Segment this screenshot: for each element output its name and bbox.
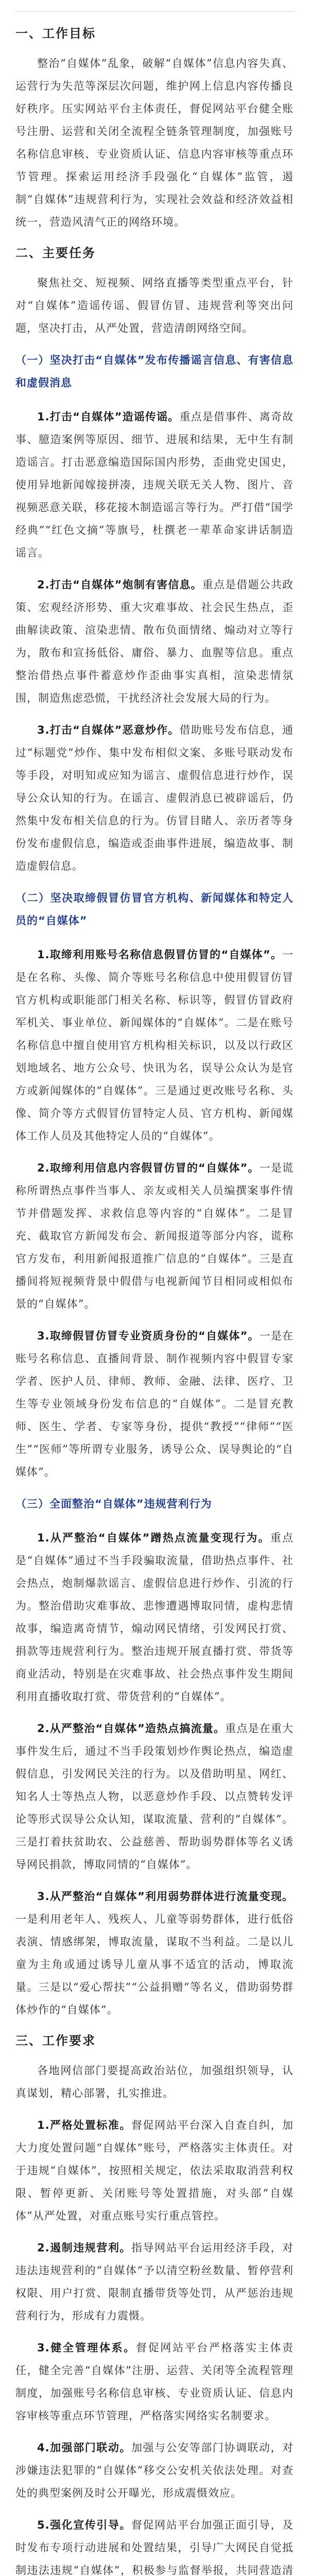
paragraph-text: 指导网站平台运用经济手段，对违法违规营利的“自媒体”予以清空粉丝数量、暂停营利权限、用户打赏、限制直播带货等处罚，从严惩治违规营利行为，形成有力震慑。 bbox=[15, 2242, 294, 2322]
paragraph bbox=[15, 2236, 294, 2327]
subsection-heading: （三）全面整治“自媒体”违规营利行为 bbox=[15, 1498, 212, 1510]
paragraph-text: 一是在账号名称信息、直播间背景、制作视频内容中假冒专家学者、医护人员、律师、教师、金融、法律、医疗、卫生等专业领域身份发布信息的“自媒体”。二是冒充教师、医生、学者、专家等身份，提供“教授”“律师”“医生”“医师”等所谓专业服务，诱导公众、误导舆论的“自媒体”。 bbox=[15, 1330, 294, 1478]
paragraph bbox=[15, 405, 294, 564]
paragraph bbox=[15, 2436, 294, 2504]
paragraph bbox=[15, 1717, 294, 1876]
paragraph-text: 重点是借事件、离奇故事、臆造案例等原因、细节、进展和结果，无中生有制造谣言。打击恶意编造国际国内形势，歪曲党史国史，使用异地新闻嫁接拼凑，违规关联无关人物、图片、音视频恶意关联，移花接木制造谣言等行为。严打借“国学经典”“红色文摘”等旗号，杜撰老一辈革命家讲话制造谣言。 bbox=[15, 411, 294, 559]
paragraph bbox=[15, 2514, 294, 2576]
paragraph-lead: 2.从严整治“自媒体”造热点搞流量。 bbox=[37, 1722, 226, 1735]
paragraph bbox=[15, 943, 294, 1147]
paragraph bbox=[15, 1325, 294, 1483]
paragraph-lead: 1.打击“自媒体”造谣传谣。 bbox=[37, 411, 180, 423]
paragraph bbox=[15, 2059, 294, 2105]
section-heading: 一、工作目标 bbox=[15, 26, 96, 41]
paragraph bbox=[15, 2336, 294, 2427]
paragraph-text: 一是利用老年人、残疾人、儿童等弱势群体，进行低俗表演、情感绑架，博取流量，谋取不当利益。二是以儿童为主角或通过诱导儿童从事不适宜的活动，博取流量。三是以“爱心帮扶”“公益捐赠”等名义，借助弱势群体炒作的“自媒体”。 bbox=[15, 1913, 294, 2016]
subsection-heading: （二）坚决取缔假冒仿冒官方机构、新闻媒体和特定人员的“自媒体” bbox=[15, 892, 294, 927]
paragraph bbox=[15, 272, 294, 340]
paragraph bbox=[15, 573, 294, 709]
paragraph-lead: 4.加强部门联动。 bbox=[37, 2442, 131, 2454]
paragraph-text: 整治“自媒体”乱象，破解“自媒体”信息内容失真、运营行为失范等深层次问题，维护网上信息内容传播良好秩序。压实网站平台主体责任，督促网站平台健全账号注册、运营和关闭全流程全链条管理制度，加强账号名称信息审核、专业资质认证、信息内容审核等重点环节管理。探索运用经济手段强化“自媒体”监管，遏制“自媒体”违规营利行为，实现社会效益和经济效益相统一，营造风清气正的网络环境。 bbox=[15, 57, 294, 228]
paragraph-text: 一是谎称所谓热点事件当事人、亲友或相关人员编撰案事件情节并借题发挥、求救信息等内容的“自媒体”。二是冒充、截取官方新闻发布会、新闻报道等部分内容，谎称官方发布，利用新闻报道推广信息的“自媒体”。三是直播间将短视频背景中假借与电视新闻节目相同或相似布景的“自媒体”。 bbox=[15, 1162, 294, 1310]
paragraph-lead: 3.健全管理体系。 bbox=[37, 2342, 136, 2354]
paragraph-text: 督促网站平台加强正面引导，及时发布专项行动进展和处置结果，引导广大网民自觉抵制违法违规“自媒体”，积极参与监督举报，共同营造清 bbox=[15, 2519, 294, 2576]
paragraph-lead: 2.取缔利用信息内容假冒仿冒的“自媒体”。 bbox=[37, 1162, 260, 1174]
paragraph-text: 重点是借题公共政策、宏观经济形势、重大灾难事故、社会民生热点，歪曲解读政策、渲染悲情、散布负面情绪、煽动对立等行为，散布和宣扬低俗、庸俗、暴力、血腥等信息。重点整治借热点事件蓄意炒作歪曲事实真相，渲染悲情氛围，制造焦虑恐慌，干扰经济社会发展大局的行为。 bbox=[15, 579, 294, 704]
subsection-heading: （一）坚决打击“自媒体”发布传播谣言信息、有害信息和虚假消息 bbox=[15, 354, 294, 389]
paragraph-text: 重点是在重大事件发生后，通过不当手段策划炒作舆论热点，编造虚假信息，引发网民关注的行为。以及借助明星、网红、知名人士等热点人物，以恶意炒作手段、以点赞转发评论等形式误导公众认知，谋取流量、营利的“自媒体”。三是打着扶贫助农、公益慈善、帮助弱势群体等名义诱导网民捐款，博取同情的“自媒体”。 bbox=[15, 1722, 294, 1871]
section-heading: 二、主要任务 bbox=[15, 246, 96, 260]
paragraph-text: 督促网站平台严格落实主体责任，健全完善“自媒体”注册、运营、关闭等全流程管理制度，加强账号名称信息审核、专业资质认证、信息内容审核等重点环节管理，严格落实网络实名制要求。 bbox=[15, 2342, 294, 2422]
paragraph-text: 一是在名称、头像、简介等账号名称信息中使用假冒仿冒官方机构或职能部门相关名称、标识等，假冒仿冒政府军机关、事业单位、新闻媒体的“自媒体”。二是在账号名称信息中擅自使用官方机构相关标识，以及以行政区划地域名、地方公众号、快讯为名，误导公众认为是官方或新闻媒体的“自媒体”。三是通过更改账号名称、头像、简介等方式假冒仿冒特定人员、官方机构、新闻媒体工作人员及其他特定人员的“自媒体”。 bbox=[15, 948, 294, 1142]
paragraph-text: 借助账号发布信息，通过“标题党”炒作、集中发布相似文案、多账号联动发布等手段，对明知或应知为谣言、虚假信息进行炒作，误导公众认知的行为。在谣言、虚假消息已被辟谣后，仍然集中发布相关信息的行为。仿冒目睹人、亲历者等身份发布虚假信息，编造或歪曲事件进展，编造故事、制造虚假信息。 bbox=[15, 724, 294, 872]
paragraph-lead: 2.遏制违规营利。 bbox=[37, 2242, 131, 2254]
paragraph-text: 加强与公安等部门协调联动，对涉嫌违法犯罪的“自媒体”移交公安机关依法处理。对查处的典型案例及时公开曝光，形成震慑效应。 bbox=[15, 2442, 294, 2499]
paragraph-lead: 3.取缔假冒仿冒专业资质身份的“自媒体”。 bbox=[37, 1330, 260, 1342]
top-divider bbox=[15, 11, 294, 12]
paragraph-text: 各地网信部门要提高政治站位，加强组织领导，认真谋划，精心部署，扎实推进。 bbox=[15, 2064, 294, 2099]
paragraph-text: 督促网站平台深入自查自纠，加大力度处置问题“自媒体”账号，严格落实主体责任。对于违规“自媒体”，按照相关规定，依法采取取消营利权限、暂停更新、关闭账号等处置措施，对头部“自媒体”从严处置，对重点账号实行重点管控。 bbox=[15, 2119, 294, 2222]
paragraph-lead: 2.打击“自媒体”炮制有害信息。 bbox=[37, 579, 202, 591]
paragraph-text: 重点是“自媒体”通过不当手段骗取流量，借助热点事件、社会热点，炮制爆款谣言、虚假信息进行炒作、引流的行为。整治借助灾难事故、悲惨遭遇博取同情，虚构悲情故事，编造离奇情节，煽动网民情绪，引发网民打赏、捐款等违规营利行为。整治违规开展直播打赏、带货等商业活动，特别是在灾难事故、社会热点事件发生期间利用直播收取打赏、带货营利的“自媒体”。 bbox=[15, 1532, 294, 1703]
paragraph-lead: 3.从严整治“自媒体”利用弱势群体进行流量变现。 bbox=[37, 1890, 294, 1903]
paragraph bbox=[15, 719, 294, 877]
section-heading: 三、工作要求 bbox=[15, 2033, 96, 2048]
paragraph-lead: 5.强化宣传引导。 bbox=[37, 2519, 131, 2531]
paragraph bbox=[15, 1157, 294, 1315]
document-body bbox=[15, 23, 294, 2576]
paragraph-lead: 1.从严整治“自媒体”蹭热点流量变现行为。 bbox=[37, 1532, 270, 1544]
paragraph bbox=[15, 1885, 294, 2021]
paragraph bbox=[15, 52, 294, 233]
paragraph-lead: 3.打击“自媒体”恶意炒作。 bbox=[37, 724, 180, 736]
paragraph-text: 聚焦社交、短视频、网络直播等类型重点平台，针对“自媒体”造谣传谣、假冒仿冒、违规营利等突出问题，坚决打击，从严处置，营造清朗网络空间。 bbox=[15, 277, 294, 334]
paragraph-lead: 1.严格处置标准。 bbox=[37, 2119, 131, 2131]
paragraph bbox=[15, 2114, 294, 2227]
paragraph-lead: 1.取缔利用账号名称信息假冒仿冒的“自媒体”。 bbox=[37, 948, 282, 961]
paragraph bbox=[15, 1527, 294, 1708]
